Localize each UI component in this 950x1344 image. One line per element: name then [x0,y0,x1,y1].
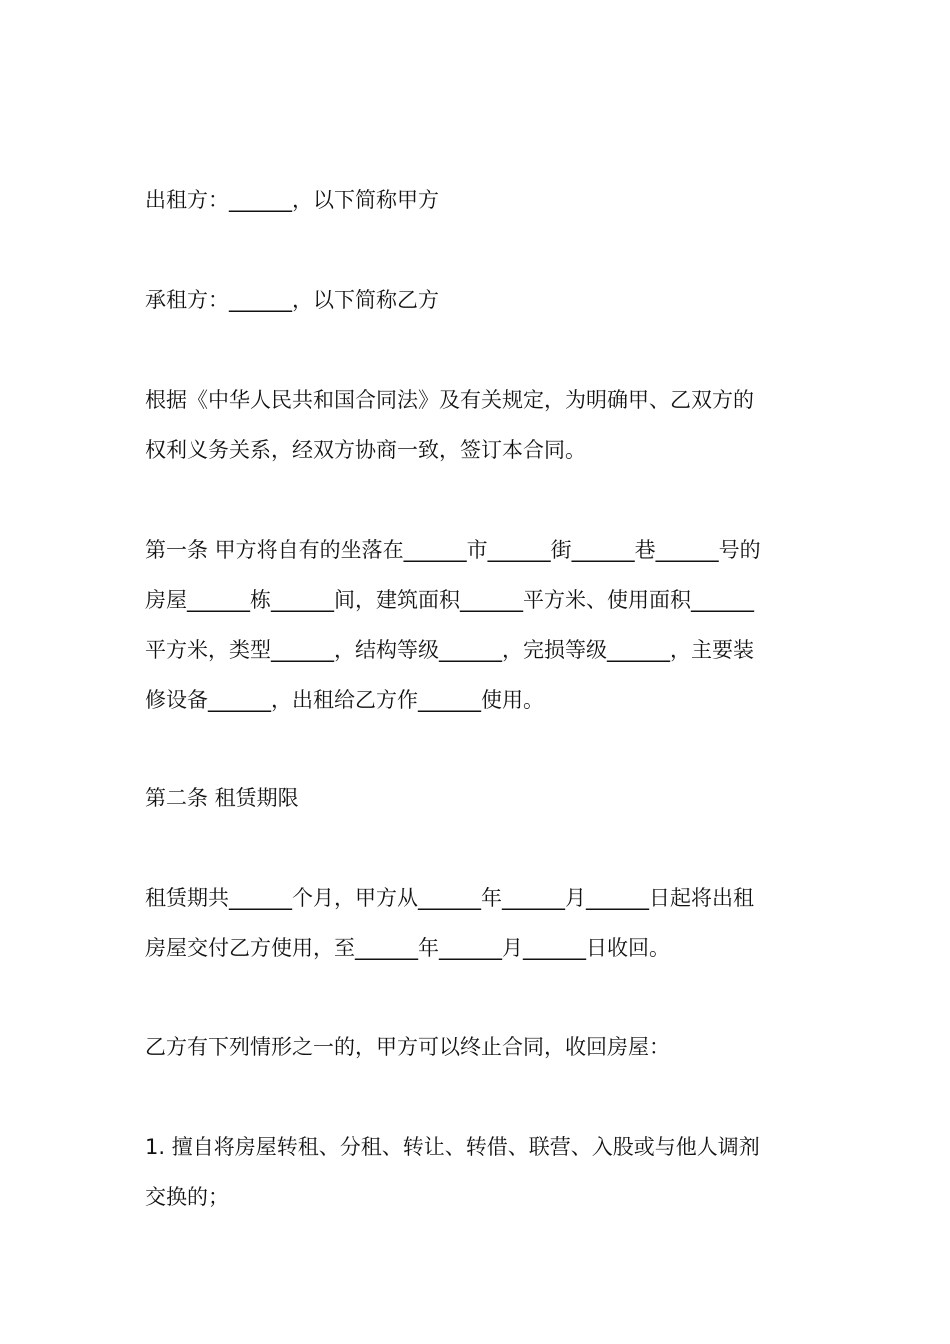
lessor-line [145,175,810,225]
line-text: 根据《中华人民共和国合同法》及有关规定，为明确甲、乙双方的 [145,388,754,412]
text-line: 房屋交付乙方使用，至______年______月______日收回。 [145,936,670,960]
text-line: 平方米，类型______，结构等级______，完损等级______，主要装 [145,638,754,662]
text-line: 乙方有下列情形之一的，甲方可以终止合同，收回房屋： [145,1035,670,1059]
text-line: 第一条 甲方将自有的坐落在______市______街______巷______号的 [145,538,761,562]
text-line: 1. 擅自将房屋转租、分租、转让、转借、联营、入股或与他人调剂 [145,1135,760,1159]
termination-item-1 [145,1122,810,1222]
termination-intro [145,1022,810,1072]
text-line [145,375,810,425]
preamble-paragraph [145,375,810,475]
text-line: 权利义务关系，经双方协商一致，签订本合同。 [145,438,586,462]
text-line: 承租方：______，以下简称乙方 [145,288,439,312]
text-line: 第二条 租赁期限 [145,786,299,810]
lessee-line [145,275,810,325]
text-line: 租赁期共______个月，甲方从______年______月______日起将出租 [145,886,754,910]
article-2-heading [145,773,810,823]
text-line: 交换的； [145,1185,229,1209]
text-line: 修设备______，出租给乙方作______使用。 [145,688,544,712]
lease-term-paragraph [145,873,810,973]
article-1-paragraph [145,525,810,725]
text-line: 房屋______栋______间，建筑面积______平方米、使用面积______ [145,588,754,612]
text-line: 出租方：______，以下简称甲方 [145,188,439,212]
